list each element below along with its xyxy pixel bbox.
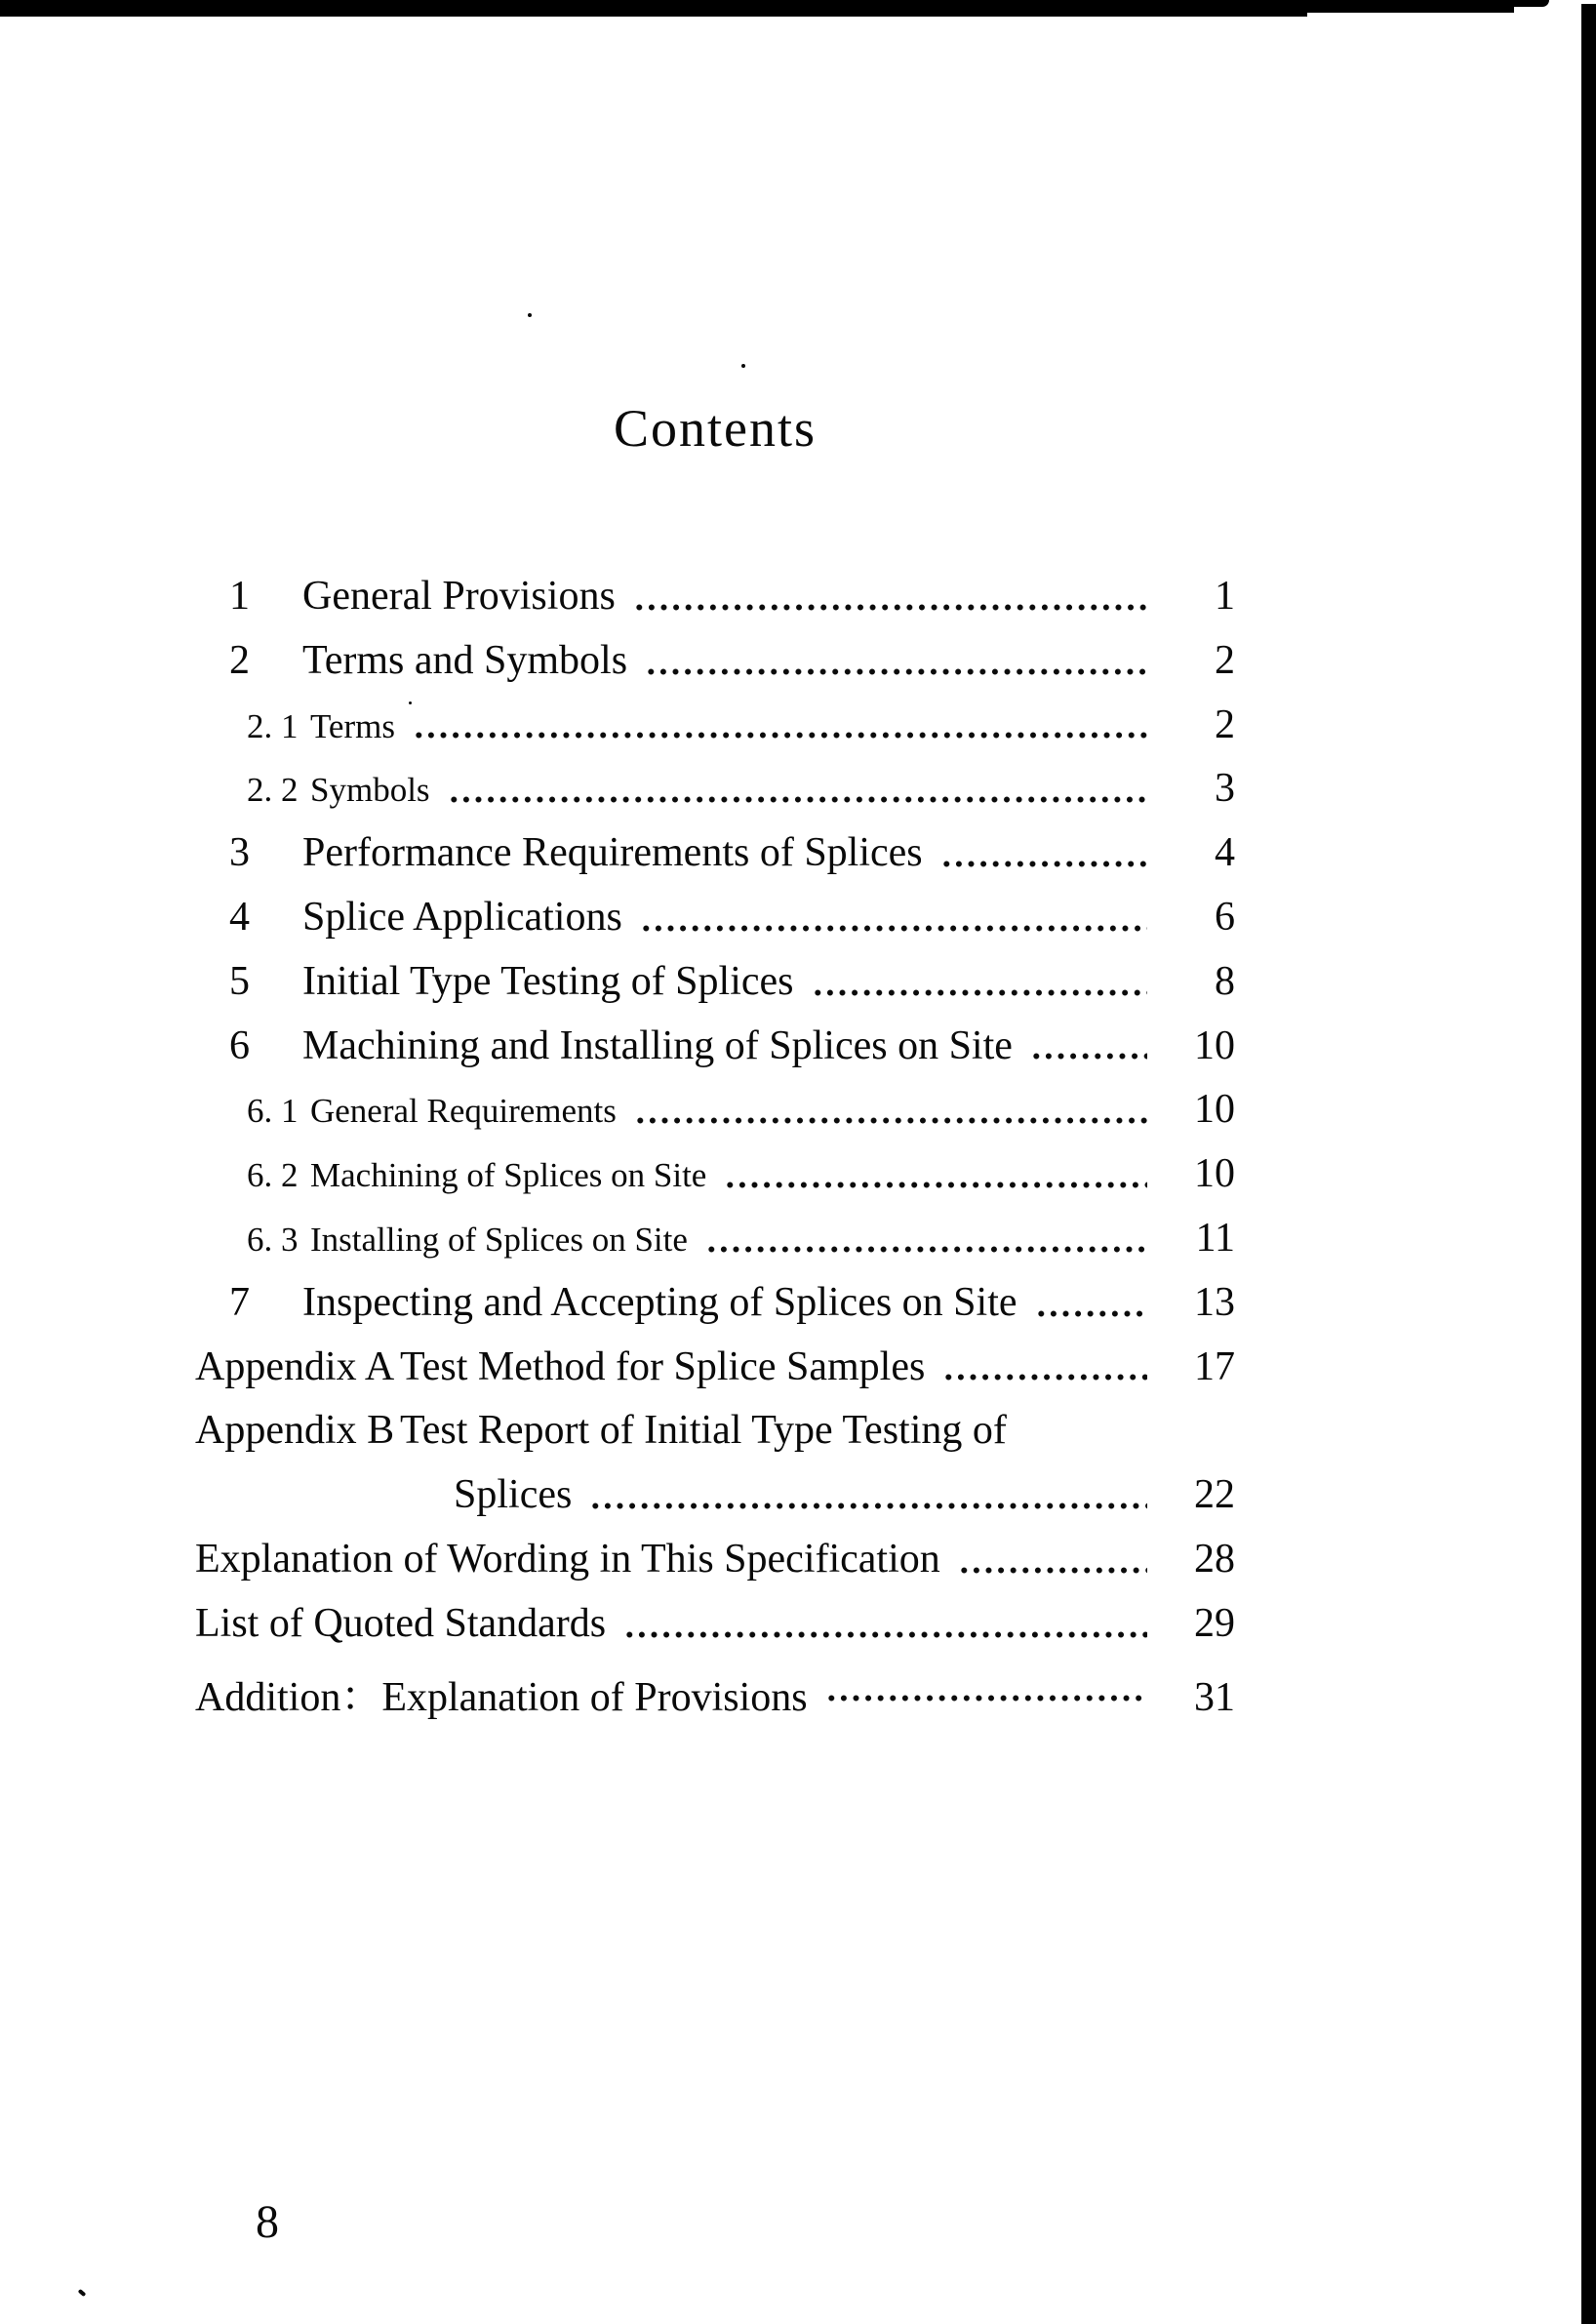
toc-entry-number: 4 xyxy=(229,894,250,940)
toc-entry-label: Test Report of Initial Type Testing of xyxy=(400,1408,1007,1454)
toc-entry-label: Terms xyxy=(310,706,395,745)
toc-entry-page: 10 xyxy=(1194,1151,1235,1197)
toc-entry-number: 6. 1 xyxy=(247,1092,299,1131)
toc-entry-label: Inspecting and Accepting of Splices on Site xyxy=(302,1279,1017,1325)
toc-entry-label: Symbols xyxy=(310,771,430,810)
toc-entry-label: Machining and Installing of Splices on Site xyxy=(302,1022,1013,1068)
toc-entry xyxy=(195,701,1235,766)
toc-entry-number: 7 xyxy=(229,1279,250,1325)
toc-entry-number: 2 xyxy=(229,637,250,683)
dotted-leader xyxy=(825,1694,1147,1703)
toc-entry-page: 1 xyxy=(1215,574,1235,619)
scan-speck xyxy=(78,2289,87,2297)
dotted-leader xyxy=(633,603,1147,612)
scan-edge-top xyxy=(0,0,1514,13)
toc-entry-label: List of Quoted Standards xyxy=(195,1600,607,1646)
toc-entry-page: 3 xyxy=(1215,766,1235,812)
page-title: Contents xyxy=(613,399,817,458)
folio-page-number: 8 xyxy=(256,2196,279,2248)
toc-entry-page: 28 xyxy=(1194,1536,1235,1582)
toc-entry-page: 2 xyxy=(1215,637,1235,683)
toc-entry-page: 31 xyxy=(1194,1674,1235,1720)
toc-entry xyxy=(195,1150,1235,1215)
scan-edge-right xyxy=(1581,4,1596,2324)
toc-entry-page: 29 xyxy=(1194,1600,1235,1646)
toc-entry xyxy=(195,1086,1235,1150)
toc-entry-number: 3 xyxy=(229,830,250,876)
dotted-leader xyxy=(623,1630,1147,1639)
toc-entry-number: 6. 2 xyxy=(247,1156,299,1195)
toc-entry xyxy=(195,1022,1235,1087)
dotted-leader xyxy=(589,1502,1147,1510)
dotted-leader xyxy=(724,1181,1147,1189)
toc-entry xyxy=(195,894,1235,958)
toc-entry-label: Splice Applications xyxy=(302,894,622,940)
toc-entry xyxy=(195,829,1235,894)
dotted-leader xyxy=(645,667,1147,676)
toc-entry-page: 2 xyxy=(1215,701,1235,747)
dotted-leader xyxy=(448,795,1147,804)
dotted-leader xyxy=(705,1245,1147,1254)
toc-entry-label: General Provisions xyxy=(302,574,616,619)
toc-entry xyxy=(195,1279,1235,1343)
dotted-leader xyxy=(634,1116,1147,1125)
toc-entry xyxy=(195,1215,1235,1279)
dotted-leader xyxy=(942,1373,1147,1382)
toc-entry-page: 8 xyxy=(1215,958,1235,1004)
toc-entry-number: 5 xyxy=(229,958,250,1004)
toc-entry-label: Test Method for Splice Samples xyxy=(400,1343,926,1389)
toc-entry-label: Addition：Explanation of Provisions xyxy=(195,1674,808,1720)
toc-entry-label: Installing of Splices on Site xyxy=(310,1220,688,1259)
scan-speck xyxy=(528,313,532,317)
toc-entry xyxy=(195,1536,1235,1600)
toc-entry xyxy=(195,1471,1235,1536)
toc-entry-number: Appendix B xyxy=(195,1408,395,1454)
toc-entry-page: 11 xyxy=(1195,1215,1235,1261)
toc-entry xyxy=(195,1343,1235,1408)
toc-entry-page: 10 xyxy=(1194,1087,1235,1133)
dotted-leader xyxy=(1035,1309,1147,1318)
toc-entry-number: 2. 2 xyxy=(247,771,299,810)
toc-entry-page: 4 xyxy=(1215,830,1235,876)
toc-entry xyxy=(195,958,1235,1022)
toc-entry xyxy=(195,1407,1235,1471)
toc-entry-label: Machining of Splices on Site xyxy=(310,1156,707,1195)
toc-entry-label: General Requirements xyxy=(310,1092,617,1131)
toc-entry-label: Performance Requirements of Splices xyxy=(302,830,923,876)
dotted-leader xyxy=(413,731,1147,740)
toc-entry-number: 6. 3 xyxy=(247,1220,299,1259)
toc-entry xyxy=(195,1664,1235,1729)
toc-entry-page: 22 xyxy=(1194,1472,1235,1518)
scan-speck xyxy=(741,364,745,368)
toc-entry-page: 10 xyxy=(1194,1022,1235,1068)
toc-entry-number: 1 xyxy=(229,574,250,619)
toc-entry-page: 17 xyxy=(1194,1343,1235,1389)
toc-entry-number: Appendix A xyxy=(195,1343,395,1389)
toc-entry-label: Terms and Symbols xyxy=(302,637,628,683)
dotted-leader xyxy=(958,1566,1147,1575)
toc-entry-page: 13 xyxy=(1194,1279,1235,1325)
scan-edge-top-right xyxy=(1493,0,1549,7)
toc-entry-label: Splices xyxy=(454,1472,573,1518)
toc-entry-label: Initial Type Testing of Splices xyxy=(302,958,794,1004)
toc-entry-number: 2. 1 xyxy=(247,706,299,745)
toc-entry xyxy=(195,573,1235,637)
toc-entry-page: 6 xyxy=(1215,894,1235,940)
toc-entry-number: 6 xyxy=(229,1022,250,1068)
toc-entry xyxy=(195,1600,1235,1664)
table-of-contents xyxy=(195,573,1235,1728)
toc-entry xyxy=(195,765,1235,829)
dotted-leader xyxy=(812,988,1147,997)
dotted-leader xyxy=(940,860,1147,868)
toc-entry xyxy=(195,637,1235,701)
dotted-leader xyxy=(640,924,1147,933)
dotted-leader xyxy=(1030,1052,1147,1061)
toc-entry-label: Explanation of Wording in This Specification xyxy=(195,1536,940,1582)
scan-edge-top-lip xyxy=(0,13,1307,17)
